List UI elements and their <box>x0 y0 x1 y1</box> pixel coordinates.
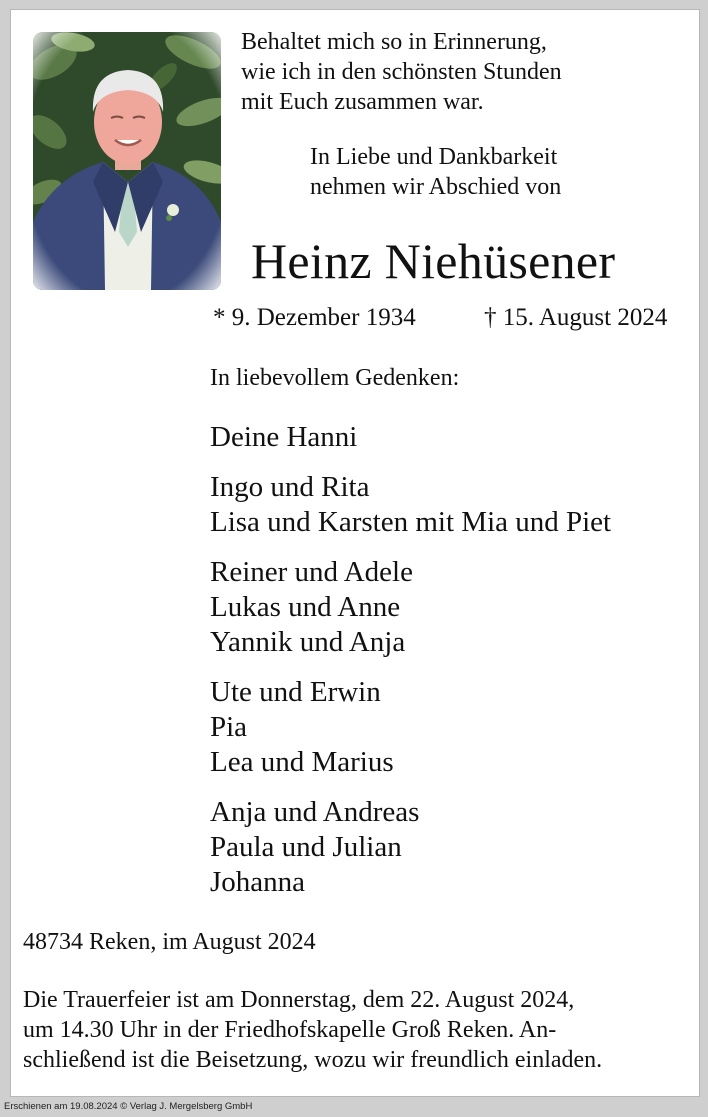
mourner-line: Lukas und Anne <box>210 591 401 623</box>
birth-date: * 9. Dezember 1934 <box>213 304 416 331</box>
memorial-verse <box>241 27 562 117</box>
mourner-line: Ingo und Rita <box>210 471 370 503</box>
portrait-photo <box>33 32 221 290</box>
verse-line: Behaltet mich so in Erinnerung, <box>241 29 547 55</box>
mourner-group <box>210 470 611 540</box>
mourner-line: Ute und Erwin <box>210 676 381 708</box>
obituary-notice <box>10 9 700 1097</box>
mourner-line: Yannik und Anja <box>210 626 406 658</box>
mourner-line: Johanna <box>210 866 306 898</box>
mourner-group <box>210 675 611 780</box>
memory-heading: In liebevollem Gedenken: <box>210 365 460 391</box>
mourner-line: Lisa und Karsten mit Mia und Piet <box>210 506 612 538</box>
deceased-name: Heinz Niehüsener <box>251 233 616 289</box>
mourners-list <box>210 420 611 900</box>
farewell-line: nehmen wir Abschied von <box>310 174 562 200</box>
death-date: † 15. August 2024 <box>484 304 668 331</box>
verse-line: mit Euch zusammen war. <box>241 89 484 115</box>
mourner-line: Pia <box>210 711 248 743</box>
funeral-line: um 14.30 Uhr in der Friedhofskapelle Groß Reken. An- <box>23 1017 557 1043</box>
mourner-line: Paula und Julian <box>210 831 402 863</box>
portrait-image <box>33 32 221 290</box>
funeral-notice <box>23 985 695 1075</box>
mourner-line: Reiner und Adele <box>210 556 413 588</box>
funeral-line: Die Trauerfeier ist am Donnerstag, dem 22. August 2024, <box>23 987 575 1013</box>
mourner-line: Lea und Marius <box>210 746 394 778</box>
farewell-text <box>310 142 561 202</box>
mourner-group <box>210 555 611 660</box>
place-and-date: 48734 Reken, im August 2024 <box>23 929 316 955</box>
publication-credit: Erschienen am 19.08.2024 © Verlag J. Mergelsberg GmbH <box>4 1101 253 1112</box>
farewell-line: In Liebe und Dankbarkeit <box>310 144 558 170</box>
mourner-line: Deine Hanni <box>210 421 358 453</box>
mourner-group <box>210 795 611 900</box>
mourner-line: Anja und Andreas <box>210 796 420 828</box>
mourner-group <box>210 420 611 455</box>
funeral-line: schließend ist die Beisetzung, wozu wir freundlich einladen. <box>23 1047 603 1073</box>
verse-line: wie ich in den schönsten Stunden <box>241 59 562 85</box>
